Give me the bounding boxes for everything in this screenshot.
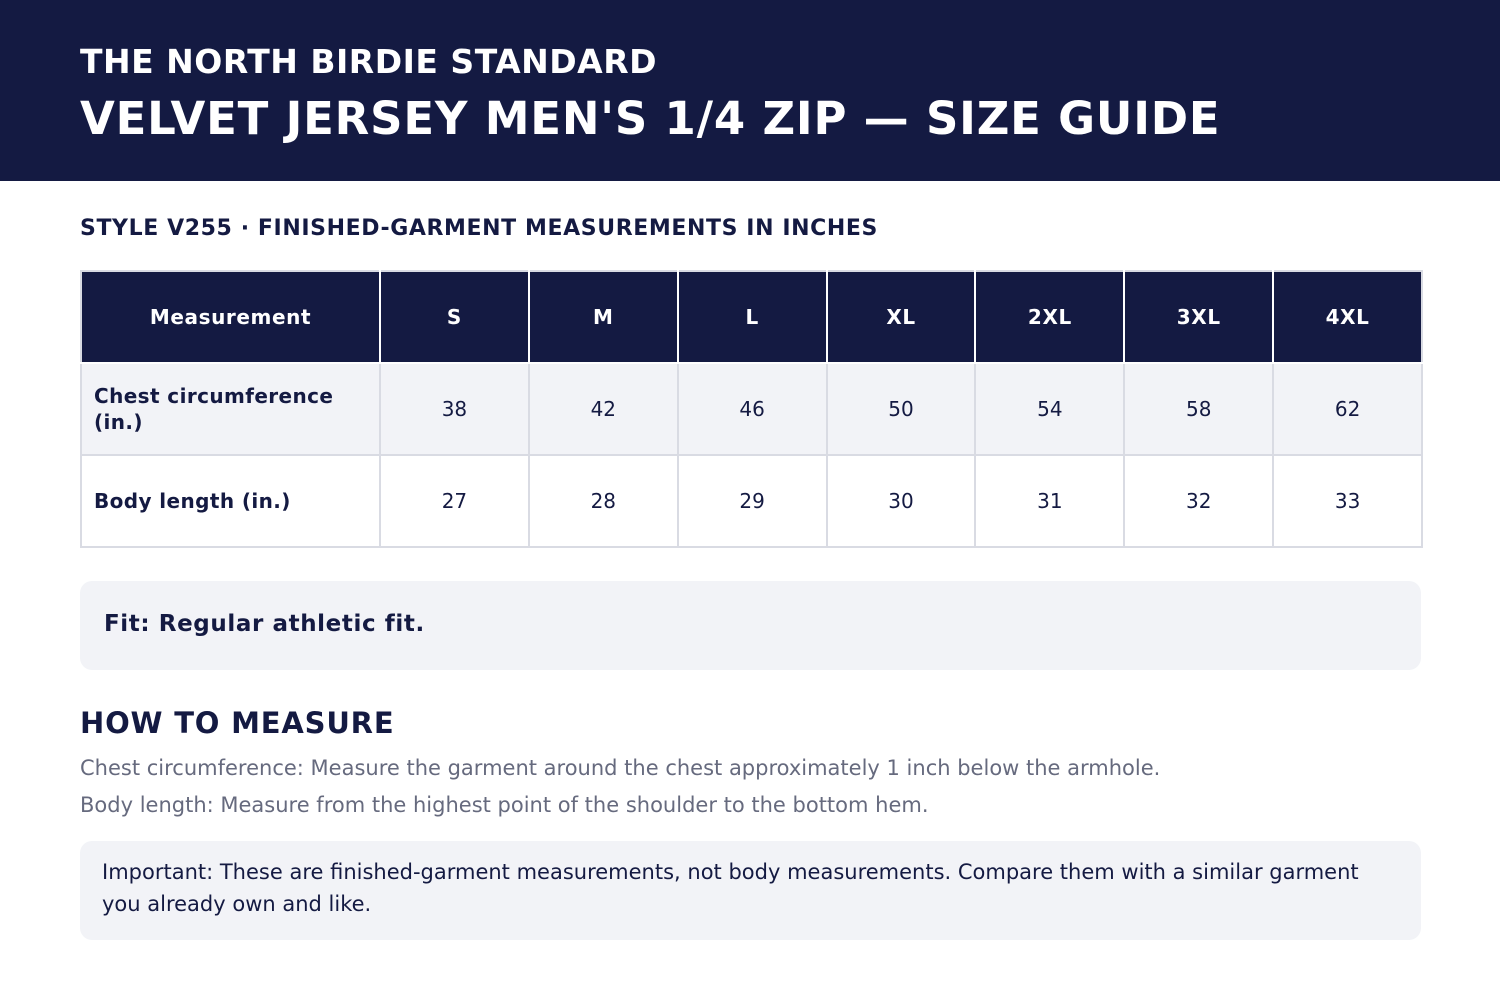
table-cell: 58 [1124,363,1273,455]
column-header-4xl: 4XL [1273,271,1422,363]
important-note [80,841,1421,940]
table-cell: 46 [678,363,827,455]
column-header-l: L [678,271,827,363]
style-subtitle: STYLE V255 · FINISHED-GARMENT MEASUREMENTS IN INCHES [80,216,878,241]
table-cell: 28 [529,455,678,547]
row-label: Chest circumference (in.) [81,363,380,455]
table-cell: 29 [678,455,827,547]
column-header-s: S [380,271,529,363]
row-label: Body length (in.) [81,455,380,547]
how-to-measure-heading: HOW TO MEASURE [80,706,395,740]
table-cell: 54 [975,363,1124,455]
table-cell: 31 [975,455,1124,547]
size-chart-table [80,270,1423,548]
table-cell: 32 [1124,455,1273,547]
important-note-text: Important: These are finished-garment measurements, not body measurements. Compare them with a similar garment you already own and like. [102,860,1359,916]
fit-callout [80,581,1421,670]
table-row-body-length [81,455,1422,547]
table-cell: 38 [380,363,529,455]
table-cell: 42 [529,363,678,455]
column-header-2xl: 2XL [975,271,1124,363]
table-header-row [81,271,1422,363]
column-header-xl: XL [827,271,976,363]
table-cell: 30 [827,455,976,547]
brand-name: THE NORTH BIRDIE STANDARD [80,42,658,81]
how-to-measure-length: Body length: Measure from the highest point of the shoulder to the bottom hem. [80,793,929,817]
table-cell: 27 [380,455,529,547]
how-to-measure-chest: Chest circumference: Measure the garment around the chest approximately 1 inch below the armhole. [80,756,1161,780]
column-header-measurement: Measurement [81,271,380,363]
column-header-3xl: 3XL [1124,271,1273,363]
table-cell: 62 [1273,363,1422,455]
column-header-m: M [529,271,678,363]
table-cell: 33 [1273,455,1422,547]
page-header [0,0,1500,181]
table-cell: 50 [827,363,976,455]
table-row-chest [81,363,1422,455]
page-title: VELVET JERSEY MEN'S 1/4 ZIP — SIZE GUIDE [80,92,1221,145]
fit-text: Fit: Regular athletic fit. [104,611,425,637]
